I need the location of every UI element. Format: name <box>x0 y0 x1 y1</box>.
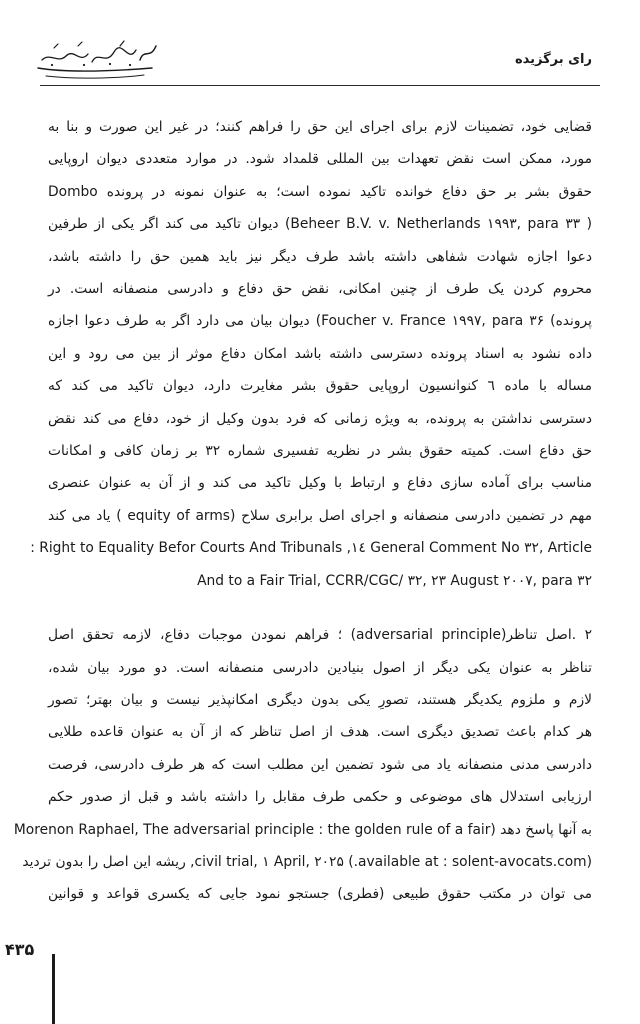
text-line: مساله با ماده ٦ کنوانسیون اروپایی حقوق بشر مغایرت دارد، دیوان تاکید می کند که <box>48 378 593 395</box>
text-line: قضایی خود، تضمینات لازم برای اجرای این حق را فراهم کنند؛ در غیر این صورت و بنا به <box>48 119 592 135</box>
text-line: پرونده) Foucher v. France ۱۹۹۷, para ۳۶) دیوان بیان می دارد اگر به طرف دعوا اجازه <box>48 313 592 330</box>
body-text <box>13 111 593 911</box>
text-line: تناظر به عنوان یکی دیگر از اصول بنیادین دادرسی منصفانه است. دو مورد بیان شده، <box>48 659 592 676</box>
text-line: حقوق بشر بر حق دفاع خوانده تاکید نموده است؛ به عنوان نمونه در پرونده Dombo <box>48 183 592 200</box>
text-line: داده نشود به اسناد پرونده دسترسی داشته باشد امکان دفاع موثر از بین می رود و این <box>48 345 592 362</box>
text-line: civil trial, ۱ April, ۲۰۲۵ (.available at : solent-avocats.com), ریشه این اصل را بدون تردید <box>22 853 592 870</box>
text-line: ارزیابی استدلال های موضوعی و حکمی طرف مقابل را داشته باشد و قبل از صدور حکم <box>48 789 592 806</box>
text-line: ۲ .اصل تناظر(adversarial principle) ؛ فراهم نمودن موجبات دفاع، لازمه تحقق اصل <box>48 627 592 644</box>
paragraph-gap <box>48 597 592 619</box>
page-number: ۴۳۵ <box>5 940 35 959</box>
text-line: ( Beheer B.V. v. Netherlands ۱۹۹۳, para ۳۳) دیوان تاکید می کند اگر یکی از طرفین <box>48 216 592 233</box>
paragraph-1 <box>30 111 593 597</box>
text-line: هر کدام باعث تصدیق دیگری است. هدف از اصل تناظر که از آن به عنوان قاعده طلایی <box>48 724 592 741</box>
section-title: رای برگزیده <box>514 52 592 67</box>
page-margin-rule <box>52 954 55 1024</box>
text-line: حق دفاع است. کمیته حقوق بشر در نظریه تفسیری شماره ۳۲ بر زمان کافی و امکانات <box>48 443 592 460</box>
text-line: به آنها پاسخ دهد (Morenon Raphael, The adversarial principle : the golden rule of a fair <box>13 821 592 838</box>
text-line: General Comment No ۳۲, Article ١٤, Right to Equality Befor Courts And Tribunals : <box>30 540 592 557</box>
calligraphy-logo-icon <box>32 38 164 82</box>
text-line: دادرسی مدنی منصفانه یاد می شود تضمین این مطلب است که هر طرف دادرسی، فرصت <box>48 756 592 773</box>
text-line: لازم و ملزوم یکدیگر هستند، تصورِ یکی بدون دیگری امکانپذیر نیست و بیان بهتر؛ تصور <box>48 691 592 708</box>
text-line: مورد، ممکن است نقض تعهدات بین المللی قلمداد شود. در موارد متعددی دیوان اروپایی <box>48 151 592 168</box>
paragraph-2 <box>13 619 592 911</box>
text-line: مناسب برای آماده سازی دفاع و ارتباط با وکیل تاکید می کند و از آن به عنوان عنصری <box>48 475 592 492</box>
text-line: دسترسی نداشتن به پرونده، به ویژه زمانی که فرد بدون وکیل از خود، دفاع می کند نقض <box>48 410 592 427</box>
text-line: And to a Fair Trial, CCRR/CGC/ ۳۲, ۲۳ August ۲۰۰۷, para ۳۲ <box>197 572 592 589</box>
journal-logo <box>32 38 164 82</box>
text-line: می توان در مکتب حقوق طبیعی (فطری) جستجو نمود جایی که یکسری قواعد و قوانین <box>48 886 592 903</box>
text-line: محروم کردن یک طرف از چنین امکانی، نقض حق دفاع و دادرسی منصفانه است. در <box>48 281 592 298</box>
header-divider <box>40 85 600 86</box>
text-line: دعوا اجازه شهادت شفاهی داشته باشد طرف دیگر نیز باید همین حق را داشته باشد، <box>48 248 592 265</box>
text-line: مهم در تضمین دادرسی منصفانه و اجرای اصل برابری سلاح (equity of arms ) یاد می کند <box>48 507 592 524</box>
